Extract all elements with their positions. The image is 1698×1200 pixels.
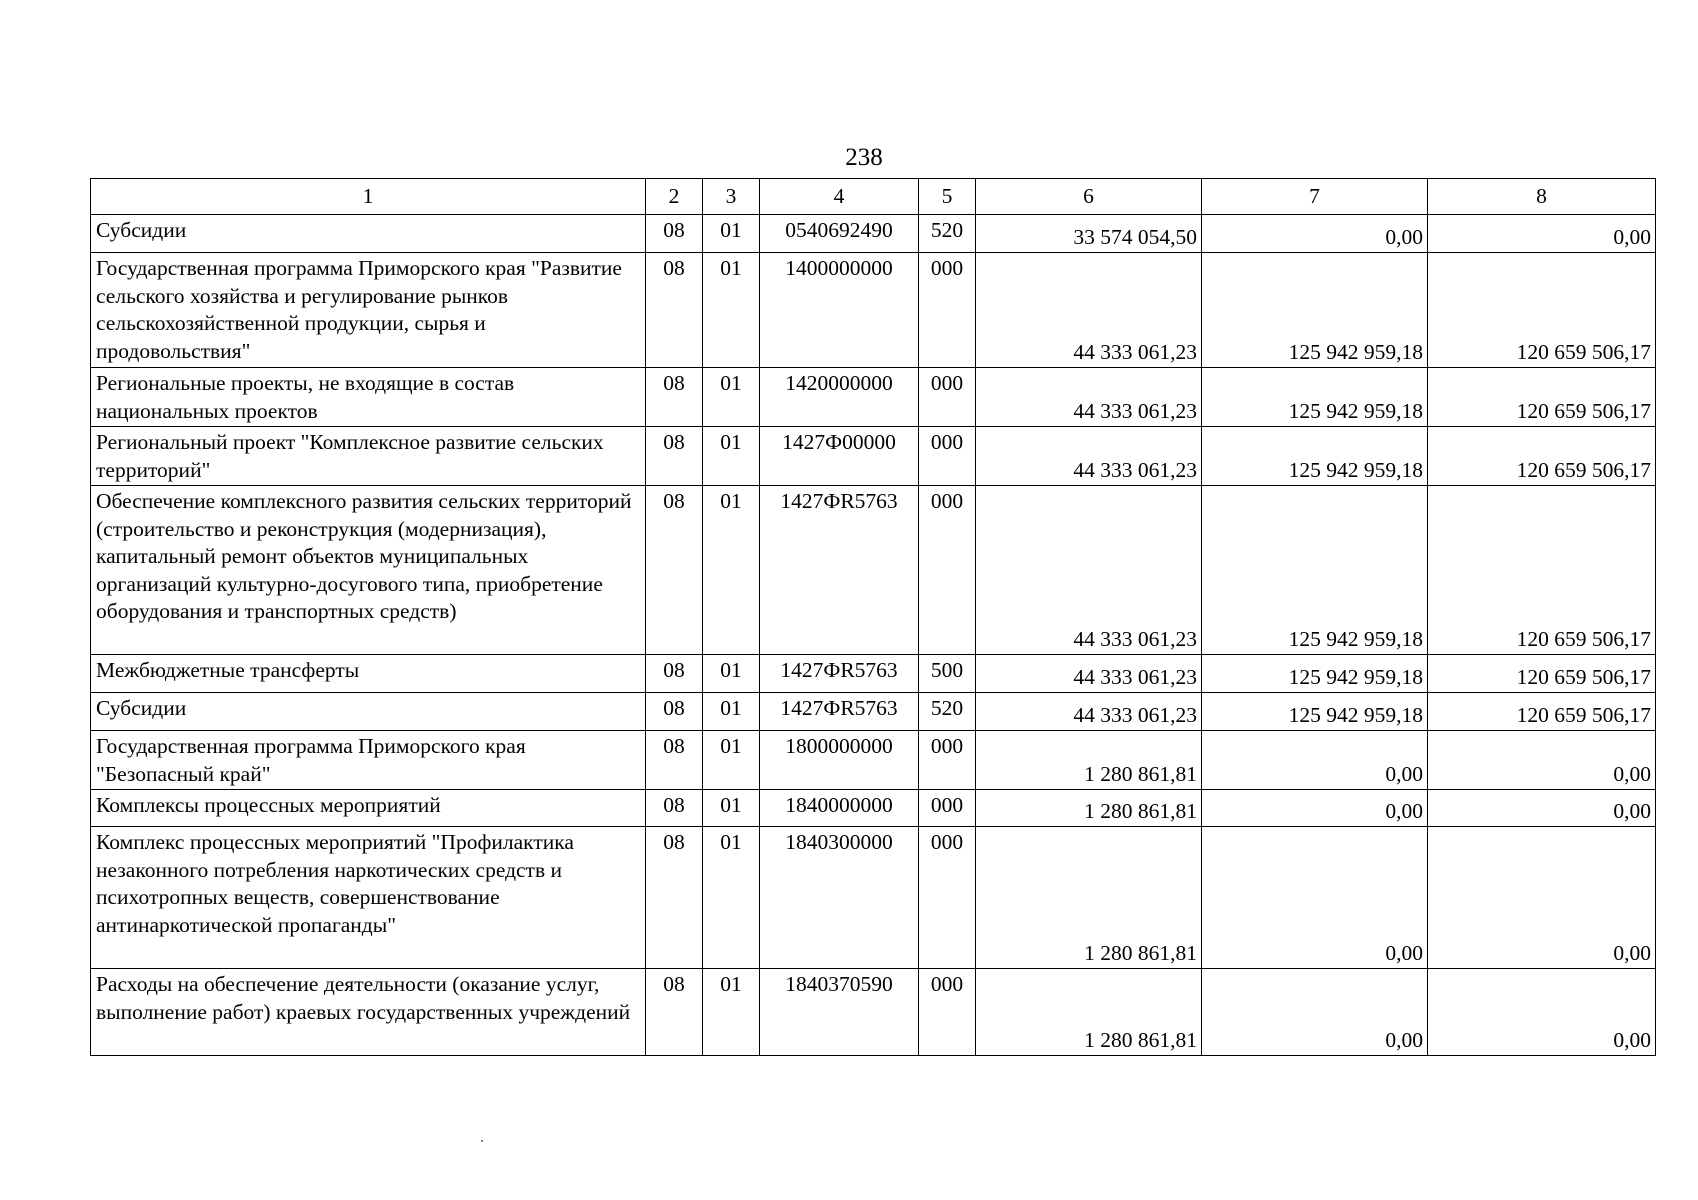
row-amount-col8: 120 659 506,17 <box>1428 253 1656 368</box>
row-amount-col7: 125 942 959,18 <box>1202 486 1428 655</box>
column-number: 1 <box>91 179 646 215</box>
row-expense-type: 000 <box>919 486 976 655</box>
table-row <box>91 655 1656 693</box>
row-amount-col8: 0,00 <box>1428 731 1656 790</box>
row-amount-col6: 1 280 861,81 <box>976 731 1202 790</box>
row-amount-col7: 0,00 <box>1202 215 1428 253</box>
row-target-article: 1420000000 <box>760 368 919 427</box>
column-number: 2 <box>646 179 703 215</box>
row-target-article: 1427ФR5763 <box>760 655 919 693</box>
row-expense-type: 000 <box>919 827 976 969</box>
row-amount-col8: 120 659 506,17 <box>1428 655 1656 693</box>
row-expense-type: 000 <box>919 790 976 827</box>
row-target-article: 1400000000 <box>760 253 919 368</box>
table-row <box>91 731 1656 790</box>
row-target-article: 1840300000 <box>760 827 919 969</box>
budget-table <box>90 178 1656 1056</box>
row-amount-col7: 125 942 959,18 <box>1202 655 1428 693</box>
scan-speck <box>481 1140 483 1142</box>
row-amount-col8: 120 659 506,17 <box>1428 693 1656 731</box>
row-expense-type: 520 <box>919 215 976 253</box>
column-number: 8 <box>1428 179 1656 215</box>
table-row <box>91 486 1656 655</box>
row-amount-col8: 120 659 506,17 <box>1428 368 1656 427</box>
row-section: 08 <box>646 655 703 693</box>
column-number: 4 <box>760 179 919 215</box>
row-section: 08 <box>646 693 703 731</box>
row-expense-type: 000 <box>919 969 976 1056</box>
row-expense-type: 000 <box>919 368 976 427</box>
row-name: Комплексы процессных мероприятий <box>91 790 646 827</box>
row-expense-type: 000 <box>919 253 976 368</box>
column-number: 5 <box>919 179 976 215</box>
row-expense-type: 000 <box>919 427 976 486</box>
row-amount-col6: 44 333 061,23 <box>976 486 1202 655</box>
table-row <box>91 368 1656 427</box>
row-subsection: 01 <box>703 486 760 655</box>
row-target-article: 1800000000 <box>760 731 919 790</box>
row-amount-col7: 0,00 <box>1202 969 1428 1056</box>
row-expense-type: 500 <box>919 655 976 693</box>
row-subsection: 01 <box>703 368 760 427</box>
row-subsection: 01 <box>703 253 760 368</box>
page-number: 238 <box>845 144 883 171</box>
row-name: Расходы на обеспечение деятельности (оказание услуг, выполнение работ) краевых государственных учреждений <box>91 969 646 1056</box>
row-amount-col8: 0,00 <box>1428 215 1656 253</box>
row-name: Субсидии <box>91 215 646 253</box>
row-amount-col7: 125 942 959,18 <box>1202 693 1428 731</box>
row-name: Межбюджетные трансферты <box>91 655 646 693</box>
table-row <box>91 427 1656 486</box>
table-row <box>91 693 1656 731</box>
row-target-article: 1840000000 <box>760 790 919 827</box>
row-section: 08 <box>646 731 703 790</box>
row-name: Региональный проект "Комплексное развитие сельских территорий" <box>91 427 646 486</box>
row-amount-col7: 125 942 959,18 <box>1202 368 1428 427</box>
table-row <box>91 790 1656 827</box>
row-expense-type: 520 <box>919 693 976 731</box>
row-section: 08 <box>646 253 703 368</box>
row-subsection: 01 <box>703 731 760 790</box>
row-amount-col8: 0,00 <box>1428 827 1656 969</box>
row-section: 08 <box>646 427 703 486</box>
row-expense-type: 000 <box>919 731 976 790</box>
row-amount-col6: 1 280 861,81 <box>976 827 1202 969</box>
row-amount-col6: 44 333 061,23 <box>976 693 1202 731</box>
table-row <box>91 969 1656 1056</box>
row-amount-col6: 1 280 861,81 <box>976 790 1202 827</box>
row-amount-col6: 44 333 061,23 <box>976 655 1202 693</box>
table-row <box>91 827 1656 969</box>
row-amount-col7: 0,00 <box>1202 790 1428 827</box>
row-amount-col7: 0,00 <box>1202 731 1428 790</box>
row-subsection: 01 <box>703 693 760 731</box>
row-subsection: 01 <box>703 790 760 827</box>
row-amount-col8: 0,00 <box>1428 969 1656 1056</box>
row-amount-col6: 44 333 061,23 <box>976 427 1202 486</box>
column-number: 3 <box>703 179 760 215</box>
row-amount-col6: 44 333 061,23 <box>976 368 1202 427</box>
row-subsection: 01 <box>703 655 760 693</box>
row-name: Государственная программа Приморского края "Развитие сельского хозяйства и регулирование рынков сельскохозяйственной продукции, сырья и продовольствия" <box>91 253 646 368</box>
row-amount-col8: 120 659 506,17 <box>1428 427 1656 486</box>
row-target-article: 1427Ф00000 <box>760 427 919 486</box>
row-amount-col6: 33 574 054,50 <box>976 215 1202 253</box>
row-target-article: 1427ФR5763 <box>760 486 919 655</box>
row-amount-col6: 44 333 061,23 <box>976 253 1202 368</box>
row-name: Государственная программа Приморского края "Безопасный край" <box>91 731 646 790</box>
row-amount-col6: 1 280 861,81 <box>976 969 1202 1056</box>
row-section: 08 <box>646 790 703 827</box>
column-number: 6 <box>976 179 1202 215</box>
column-number-row <box>91 179 1656 215</box>
table-row <box>91 253 1656 368</box>
row-target-article: 1427ФR5763 <box>760 693 919 731</box>
row-subsection: 01 <box>703 969 760 1056</box>
row-amount-col8: 120 659 506,17 <box>1428 486 1656 655</box>
row-name: Субсидии <box>91 693 646 731</box>
row-subsection: 01 <box>703 427 760 486</box>
row-amount-col7: 125 942 959,18 <box>1202 253 1428 368</box>
row-name: Региональные проекты, не входящие в состав национальных проектов <box>91 368 646 427</box>
row-name: Обеспечение комплексного развития сельских территорий (строительство и реконструкция (модернизация), капитальный ремонт объектов муниципальных организаций культурно-досугового типа, приобретение оборудования и транспортных средств) <box>91 486 646 655</box>
row-section: 08 <box>646 827 703 969</box>
row-section: 08 <box>646 969 703 1056</box>
row-name: Комплекс процессных мероприятий "Профилактика незаконного потребления наркотических средств и психотропных веществ, совершенствование антинаркотической пропаганды" <box>91 827 646 969</box>
row-subsection: 01 <box>703 215 760 253</box>
column-number: 7 <box>1202 179 1428 215</box>
row-section: 08 <box>646 368 703 427</box>
row-amount-col8: 0,00 <box>1428 790 1656 827</box>
row-subsection: 01 <box>703 827 760 969</box>
row-section: 08 <box>646 486 703 655</box>
row-target-article: 1840370590 <box>760 969 919 1056</box>
row-target-article: 0540692490 <box>760 215 919 253</box>
row-amount-col7: 125 942 959,18 <box>1202 427 1428 486</box>
row-amount-col7: 0,00 <box>1202 827 1428 969</box>
row-section: 08 <box>646 215 703 253</box>
table-row <box>91 215 1656 253</box>
